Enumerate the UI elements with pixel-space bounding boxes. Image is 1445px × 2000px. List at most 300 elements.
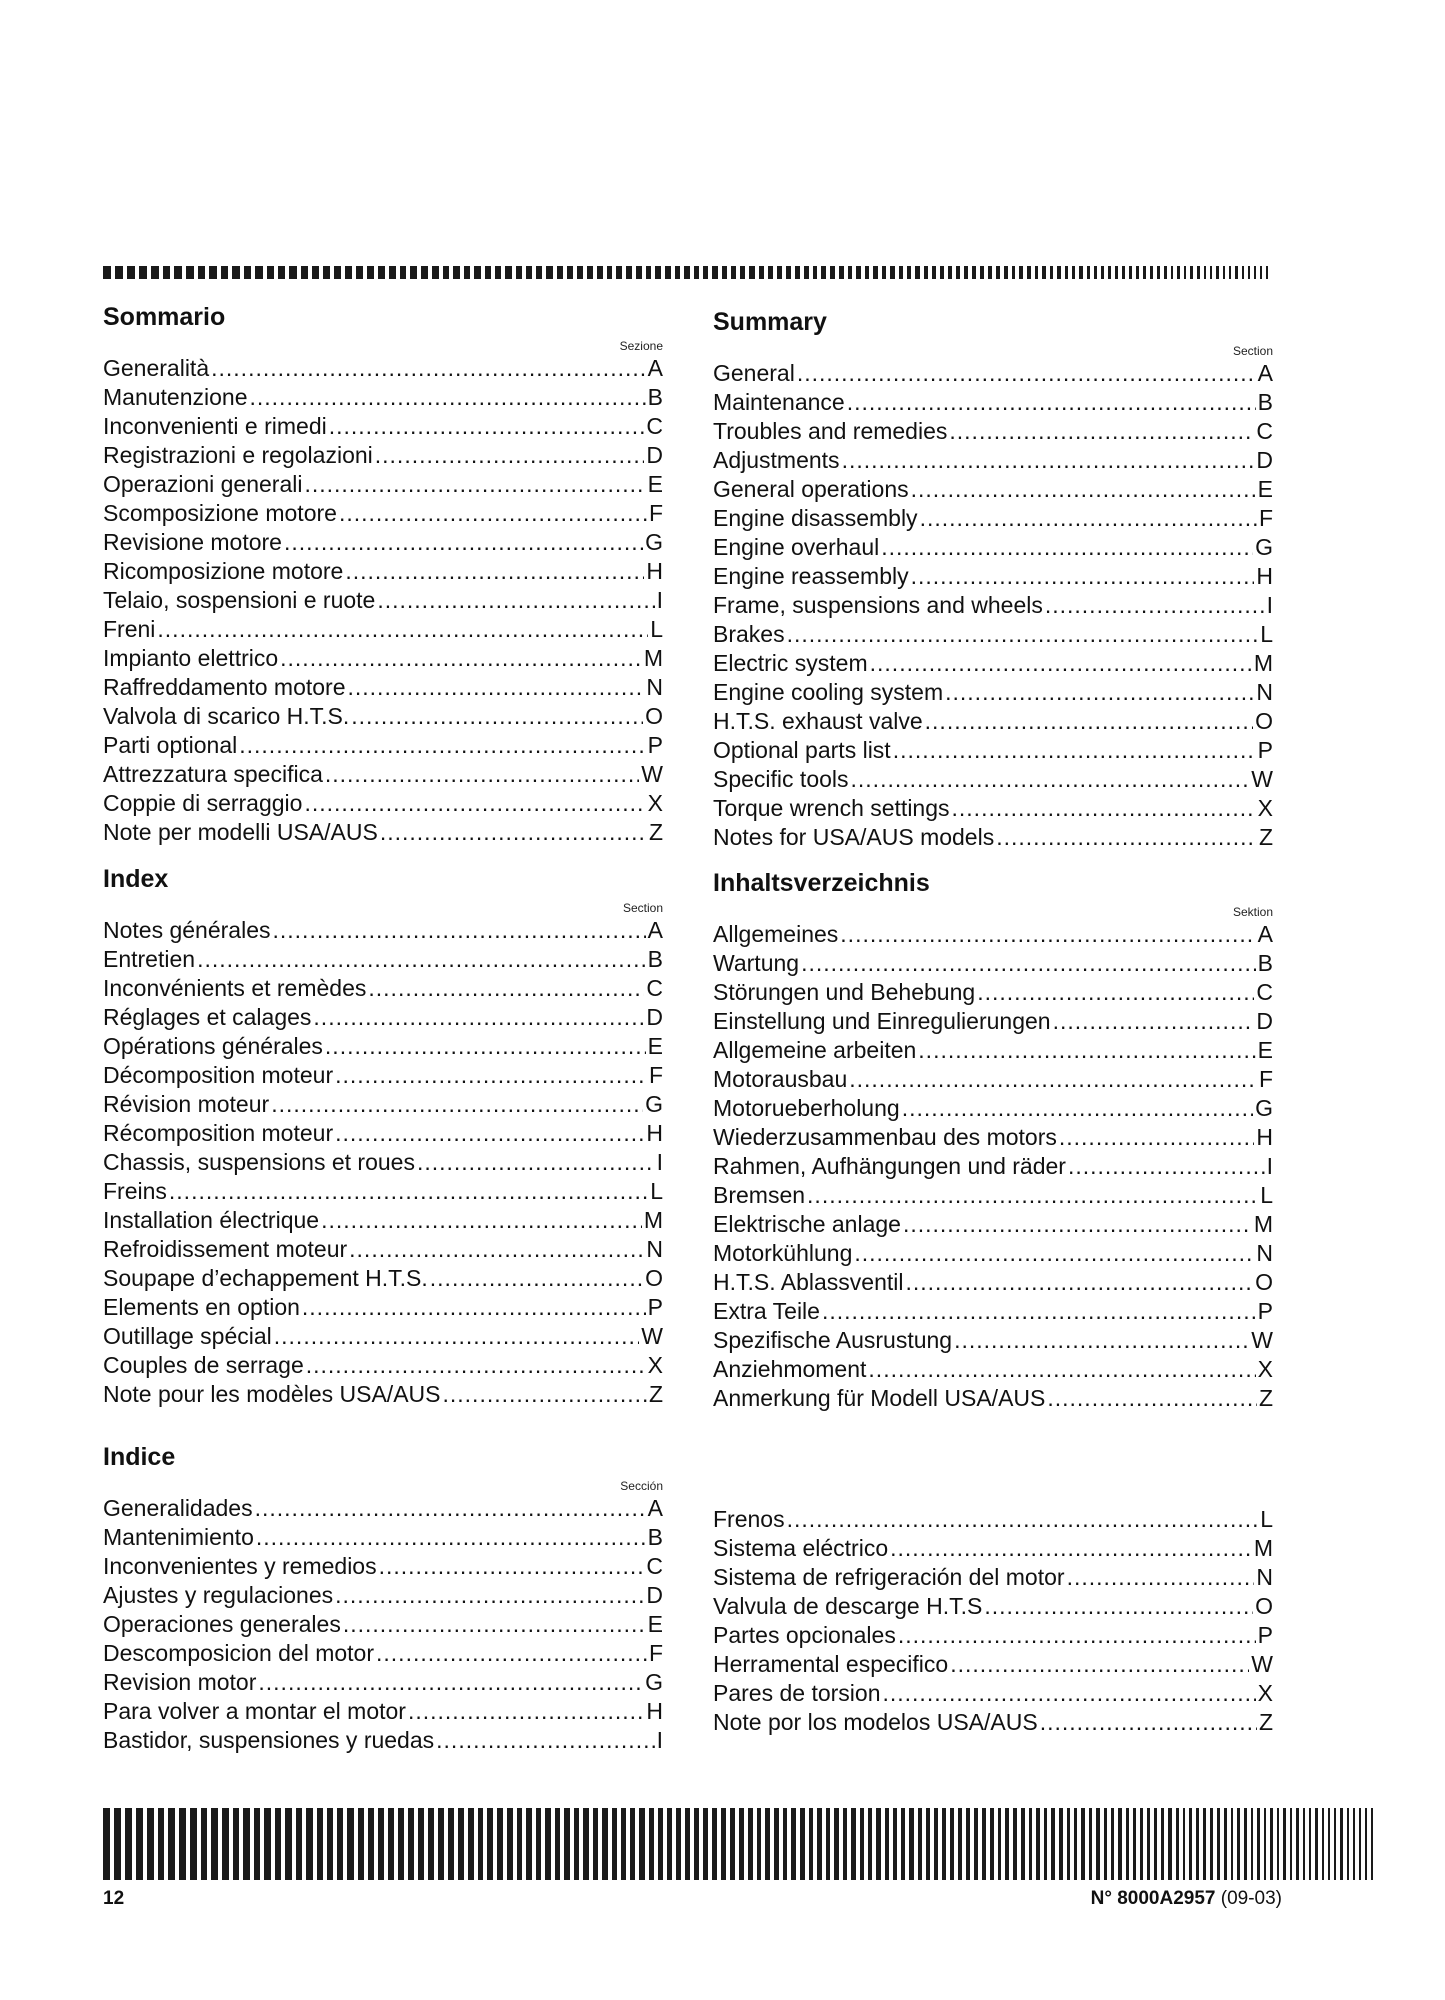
toc-entry-section-code: B	[647, 946, 663, 972]
toc-entry-name: Specific tools	[713, 766, 849, 792]
toc-entry	[103, 1148, 663, 1177]
bar-segment	[327, 1808, 333, 1880]
toc-entry-section-code: D	[646, 1582, 663, 1608]
bar-segment	[901, 1808, 905, 1880]
toc-leader-dots	[1040, 1708, 1257, 1737]
toc-entry-section-code: E	[1257, 476, 1273, 502]
toc-leader-dots	[952, 794, 1256, 823]
bar-segment	[924, 266, 928, 279]
bar-segment	[1264, 1808, 1267, 1880]
bar-segment	[1067, 1808, 1071, 1880]
bar-segment	[306, 1808, 312, 1880]
toc-entry-section-code: X	[647, 1352, 663, 1378]
bar-segment	[958, 1808, 962, 1880]
bar-segment	[564, 1808, 569, 1880]
toc-entry-name: Sistema eléctrico	[713, 1535, 889, 1561]
toc-entry-section-code: P	[647, 1294, 663, 1320]
bar-segment	[667, 1808, 672, 1880]
bar-segment	[1004, 266, 1008, 279]
toc-entry-name: Wiederzusammenbau des motors	[713, 1124, 1057, 1150]
toc-entry	[713, 1210, 1273, 1239]
bar-segment	[940, 266, 944, 279]
toc-entry	[713, 620, 1273, 649]
toc-entry	[103, 528, 663, 557]
toc-leader-dots	[849, 1065, 1257, 1094]
toc-entry	[713, 591, 1273, 620]
toc-entry-name: Motorkühlung	[713, 1240, 853, 1266]
toc-entry-section-code: I	[656, 1149, 663, 1175]
bar-segment	[1190, 266, 1193, 279]
toc-entry-name: Operaciones generales	[103, 1611, 341, 1637]
toc-entry	[713, 1384, 1273, 1413]
toc-entry-name: Engine reassembly	[713, 563, 909, 589]
toc-leader-dots	[335, 1581, 644, 1610]
bar-segment	[232, 266, 239, 279]
toc-entry-name: Partes opcionales	[713, 1622, 896, 1648]
toc-entry-name: Anziehmoment	[713, 1356, 867, 1382]
toc-entry	[103, 354, 663, 383]
toc-entry	[103, 1697, 663, 1726]
bar-segment	[868, 1808, 872, 1880]
bar-segment	[1019, 266, 1023, 279]
bar-segment	[1101, 266, 1104, 279]
toc-leader-dots	[379, 1552, 645, 1581]
toc-leader-dots	[807, 1181, 1258, 1210]
toc-entry-name: Notes générales	[103, 917, 271, 943]
bar-segment	[915, 266, 919, 279]
bar-segment	[1290, 1808, 1292, 1880]
toc-leader-dots	[284, 528, 643, 557]
toc-entry-section-code: B	[647, 384, 663, 410]
toc-entry-section-code: O	[1255, 1593, 1273, 1619]
toc-entry-name: Note por los modelos USA/AUS	[713, 1709, 1038, 1735]
bar-segment	[1231, 1808, 1234, 1880]
bar-segment	[163, 266, 171, 279]
toc-leader-dots	[306, 1351, 646, 1380]
toc-entry	[713, 1123, 1273, 1152]
bar-segment	[312, 266, 319, 279]
toc-entry-section-code: P	[1257, 1298, 1273, 1324]
bar-segment	[791, 1808, 796, 1880]
page-number: 12	[103, 1888, 125, 1909]
bar-segment	[323, 266, 330, 279]
bar-segment	[972, 266, 976, 279]
bar-segment	[813, 266, 818, 279]
toc-entry-section-code: E	[647, 471, 663, 497]
toc-entry-name: Torque wrench settings	[713, 795, 950, 821]
bar-segment	[712, 266, 717, 279]
toc-entry-name: General operations	[713, 476, 909, 502]
bar-segment	[1050, 266, 1053, 279]
toc-entry-section-code: M	[643, 1207, 663, 1233]
bar-segment	[209, 266, 217, 279]
bar-segment	[1136, 266, 1139, 279]
section-column-label: Section	[1232, 344, 1273, 358]
toc-entry	[713, 1563, 1273, 1592]
bar-segment	[934, 1808, 938, 1880]
toc-entry-section-code: X	[1257, 795, 1273, 821]
bar-segment	[367, 266, 374, 279]
bar-segment	[495, 266, 501, 279]
bar-segment	[873, 266, 878, 279]
bar-segment	[860, 1808, 864, 1880]
toc-entry	[713, 388, 1273, 417]
toc-entry	[103, 1264, 663, 1293]
toc-entry-name: Störungen und Behebung	[713, 979, 976, 1005]
bar-segment	[907, 266, 911, 279]
toc-entry	[103, 1032, 663, 1061]
bar-segment	[1260, 266, 1262, 279]
toc-entry-section-code: F	[1258, 505, 1273, 531]
toc-entry-name: Engine disassembly	[713, 505, 918, 531]
toc-entry	[713, 736, 1273, 765]
toc-entry-section-code: O	[1255, 1269, 1273, 1295]
toc-leader-dots	[882, 1679, 1255, 1708]
toc-entry-name: Bastidor, suspensiones y ruedas	[103, 1727, 435, 1753]
bar-segment	[151, 266, 159, 279]
bar-segment	[1161, 1808, 1164, 1880]
toc-entry-section-code: G	[645, 1669, 663, 1695]
toc-entry-section-code: P	[1257, 1622, 1273, 1648]
toc-entry-name: Wartung	[713, 950, 800, 976]
toc-entry	[103, 1322, 663, 1351]
toc-entry-name: Inconvénients et remèdes	[103, 975, 367, 1001]
bar-segment	[675, 266, 681, 279]
toc-leader-dots	[996, 823, 1257, 852]
bar-segment	[347, 1808, 353, 1880]
toc-entry	[713, 1650, 1273, 1679]
bar-segment	[602, 1808, 607, 1880]
bar-segment	[739, 1808, 744, 1880]
bar-segment	[1204, 266, 1206, 279]
bar-segment	[114, 1808, 121, 1880]
toc-leader-dots	[854, 1239, 1254, 1268]
bar-segment	[1157, 266, 1160, 279]
toc-entry-section-code: W	[1251, 766, 1273, 792]
toc-leader-dots	[911, 562, 1255, 591]
bar-segment	[1079, 266, 1082, 279]
toc-entry-name: Engine overhaul	[713, 534, 880, 560]
bar-segment	[458, 1808, 464, 1880]
bar-segment	[612, 1808, 617, 1880]
bar-segment	[1115, 266, 1118, 279]
bar-segment	[421, 266, 428, 279]
bar-segment	[1270, 1808, 1273, 1880]
toc-entry-name: Elements en option	[103, 1294, 300, 1320]
bar-segment	[830, 266, 835, 279]
bar-segment	[1266, 266, 1268, 279]
bar-segment	[748, 1808, 753, 1880]
bar-segment	[890, 266, 894, 279]
bar-segment	[1057, 266, 1060, 279]
toc-entry-section-code: E	[647, 1033, 663, 1059]
bar-segment	[398, 1808, 404, 1880]
toc-list	[713, 359, 1273, 852]
bar-segment	[848, 266, 853, 279]
toc-leader-dots	[847, 388, 1256, 417]
toc-entry	[713, 417, 1273, 446]
document-number	[1091, 1888, 1282, 1910]
toc-leader-dots	[169, 1177, 648, 1206]
toc-entry-section-code: O	[645, 703, 663, 729]
toc-entry	[713, 1534, 1273, 1563]
bar-segment	[893, 1808, 897, 1880]
bar-segment	[1210, 266, 1212, 279]
toc-entry-section-code: L	[1260, 1182, 1273, 1208]
bar-segment	[190, 1808, 197, 1880]
bar-segment	[597, 266, 603, 279]
bar-segment	[1042, 266, 1046, 279]
toc-entry-section-code: M	[1253, 650, 1273, 676]
toc-leader-dots	[984, 1592, 1253, 1621]
bar-segment	[655, 266, 661, 279]
bar-segment	[168, 1808, 175, 1880]
bar-segment	[254, 1808, 261, 1880]
toc-entry-name: Freni	[103, 616, 156, 642]
bar-segment	[749, 266, 754, 279]
toc-entry-section-code: H	[646, 1120, 663, 1146]
toc-entry-name: Refroidissement moteur	[103, 1236, 348, 1262]
bar-segment	[817, 1808, 822, 1880]
bar-segment	[545, 1808, 551, 1880]
toc-list	[103, 916, 663, 1409]
bar-segment	[267, 266, 274, 279]
toc-entry-name: Notes for USA/AUS models	[713, 824, 995, 850]
toc-leader-dots	[1045, 591, 1265, 620]
bar-segment	[1328, 1808, 1330, 1880]
toc-leader-dots	[945, 678, 1254, 707]
bar-segment	[408, 1808, 414, 1880]
bar-segment	[1189, 1808, 1192, 1880]
toc-leader-dots	[881, 533, 1253, 562]
bar-segment	[574, 1808, 579, 1880]
toc-entry	[103, 615, 663, 644]
bar-segment	[1217, 1808, 1220, 1880]
toc-entry	[713, 1708, 1273, 1737]
toc-entry-name: Pares de torsion	[713, 1680, 881, 1706]
toc-entry-section-code: A	[1257, 921, 1273, 947]
toc-entry	[713, 1592, 1273, 1621]
bar-segment	[389, 266, 396, 279]
bar-segment	[432, 266, 439, 279]
toc-leader-dots	[950, 1650, 1249, 1679]
bar-segment	[453, 266, 460, 279]
toc-entry	[713, 1621, 1273, 1650]
bar-segment	[1027, 266, 1031, 279]
toc-entry-name: Inconvenientes y remedios	[103, 1553, 377, 1579]
toc-leader-dots	[797, 359, 1256, 388]
bar-segment	[517, 1808, 523, 1880]
bar-segment	[980, 266, 984, 279]
toc-leader-dots	[380, 818, 647, 847]
bar-segment	[1021, 1808, 1025, 1880]
toc-entry	[103, 557, 663, 586]
toc-entry-name: H.T.S. Ablassventil	[713, 1269, 904, 1295]
toc-entry-name: Attrezzatura specifica	[103, 761, 323, 787]
toc-entry-name: Electric system	[713, 650, 868, 676]
bar-segment	[125, 1808, 132, 1880]
bar-segment	[1035, 266, 1039, 279]
toc-entry-section-code: Z	[648, 1381, 663, 1407]
bar-segment	[1197, 266, 1200, 279]
bar-segment	[1353, 1808, 1355, 1880]
bar-segment	[1087, 266, 1090, 279]
toc-entry-section-code: M	[1253, 1211, 1273, 1237]
bar-segment	[712, 1808, 717, 1880]
bar-segment	[821, 266, 826, 279]
bar-segment	[526, 1808, 532, 1880]
bar-segment	[703, 266, 708, 279]
bar-segment	[865, 266, 870, 279]
toc-leader-dots	[949, 417, 1254, 446]
toc-entry	[713, 446, 1273, 475]
bar-segment	[474, 266, 480, 279]
bar-segment	[115, 266, 123, 279]
toc-entry-section-code: Z	[1258, 1385, 1273, 1411]
toc-entry-section-code: N	[1256, 679, 1273, 705]
bar-segment	[1074, 1808, 1077, 1880]
bar-segment	[998, 1808, 1002, 1880]
bar-segment	[795, 266, 800, 279]
toc-entry-section-code: Z	[648, 819, 663, 845]
bar-segment	[882, 266, 886, 279]
bar-segment	[1059, 1808, 1063, 1880]
bar-segment	[546, 266, 552, 279]
bar-segment	[388, 1808, 394, 1880]
toc-leader-dots	[258, 1668, 643, 1697]
bar-segment	[1150, 266, 1153, 279]
bar-segment	[1171, 266, 1174, 279]
toc-entry	[103, 1061, 663, 1090]
bar-segment	[443, 266, 450, 279]
bar-segment	[1094, 266, 1097, 279]
toc-leader-dots	[1053, 1007, 1255, 1036]
toc-leader-dots	[329, 412, 645, 441]
toc-leader-dots	[1047, 1384, 1257, 1413]
bar-segment	[233, 1808, 240, 1880]
toc-leader-dots	[376, 1639, 647, 1668]
bar-segment	[1251, 1808, 1254, 1880]
bar-segment	[639, 1808, 644, 1880]
bar-segment	[577, 266, 583, 279]
section-title: Indice	[103, 1443, 176, 1471]
toc-entry	[103, 1523, 663, 1552]
section-title: Summary	[713, 308, 827, 336]
bar-segment	[243, 1808, 250, 1880]
toc-entry	[713, 1505, 1273, 1534]
toc-entry	[103, 1581, 663, 1610]
bar-segment	[587, 266, 593, 279]
toc-leader-dots	[375, 441, 645, 470]
bar-segment	[694, 266, 699, 279]
bar-segment	[478, 1808, 484, 1880]
toc-entry	[713, 475, 1273, 504]
toc-leader-dots	[377, 586, 654, 615]
toc-entry-section-code: D	[1256, 447, 1273, 473]
bar-segment	[186, 266, 194, 279]
toc-entry-section-code: X	[1257, 1680, 1273, 1706]
bar-segment	[410, 266, 417, 279]
bar-segment	[211, 1808, 218, 1880]
toc-leader-dots	[271, 1090, 643, 1119]
bar-segment	[526, 266, 532, 279]
toc-leader-dots	[920, 504, 1257, 533]
bar-segment	[1229, 266, 1231, 279]
toc-entry	[103, 760, 663, 789]
bar-segment	[1315, 1808, 1317, 1880]
toc-entry	[103, 1610, 663, 1639]
toc-entry-name: Motorueberholung	[713, 1095, 900, 1121]
bar-segment	[464, 266, 471, 279]
toc-leader-dots	[157, 615, 648, 644]
bar-segment	[899, 266, 903, 279]
toc-entry	[103, 818, 663, 847]
bar-segment	[964, 266, 968, 279]
toc-leader-dots	[335, 1061, 647, 1090]
bar-segment	[103, 1808, 110, 1880]
bar-segment	[289, 266, 296, 279]
toc-leader-dots	[905, 1268, 1253, 1297]
bar-segment	[942, 1808, 946, 1880]
toc-entry-name: Ricomposizione motore	[103, 558, 344, 584]
bar-segment	[378, 1808, 384, 1880]
bar-segment	[1168, 1808, 1171, 1880]
toc-entry-name: Descomposicion del motor	[103, 1640, 375, 1666]
toc-leader-dots	[417, 1148, 655, 1177]
toc-leader-dots	[351, 702, 643, 731]
bar-segment	[485, 266, 491, 279]
toc-entry-name: Frenos	[713, 1506, 785, 1532]
toc-entry	[103, 916, 663, 945]
bar-segment	[740, 266, 745, 279]
bar-segment	[334, 266, 341, 279]
bar-segment	[278, 266, 285, 279]
bar-segment	[966, 1808, 970, 1880]
bar-segment	[1210, 1808, 1213, 1880]
toc-entry	[103, 499, 663, 528]
toc-entry-name: Revisione motore	[103, 529, 282, 555]
toc-entry	[713, 978, 1273, 1007]
toc-entry-section-code: W	[641, 761, 663, 787]
bar-segment	[103, 266, 111, 279]
bar-segment	[1371, 1808, 1373, 1880]
bar-segment	[909, 1808, 913, 1880]
bar-segment	[607, 266, 613, 279]
toc-entry-section-code: H	[1256, 563, 1273, 589]
toc-leader-dots	[822, 1297, 1256, 1326]
toc-entry-name: Herramental especifico	[713, 1651, 949, 1677]
toc-entry	[713, 504, 1273, 533]
toc-leader-dots	[313, 1003, 644, 1032]
bar-segment	[468, 1808, 474, 1880]
bar-segment	[1216, 266, 1218, 279]
toc-leader-dots	[787, 620, 1259, 649]
toc-entry	[103, 383, 663, 412]
toc-entry-name: Engine cooling system	[713, 679, 944, 705]
bar-segment	[621, 1808, 626, 1880]
toc-leader-dots	[335, 1119, 644, 1148]
toc-entry-name: Note per modelli USA/AUS	[103, 819, 378, 845]
toc-leader-dots	[902, 1094, 1253, 1123]
toc-entry-name: Frame, suspensions and wheels	[713, 592, 1043, 618]
toc-entry-section-code: O	[645, 1265, 663, 1291]
toc-leader-dots	[256, 1523, 646, 1552]
toc-entry-name: Impianto elettrico	[103, 645, 279, 671]
section-column-label: Sección	[620, 1479, 663, 1493]
toc-leader-dots	[840, 920, 1255, 949]
toc-entry	[713, 823, 1273, 852]
toc-entry-name: Bremsen	[713, 1182, 806, 1208]
